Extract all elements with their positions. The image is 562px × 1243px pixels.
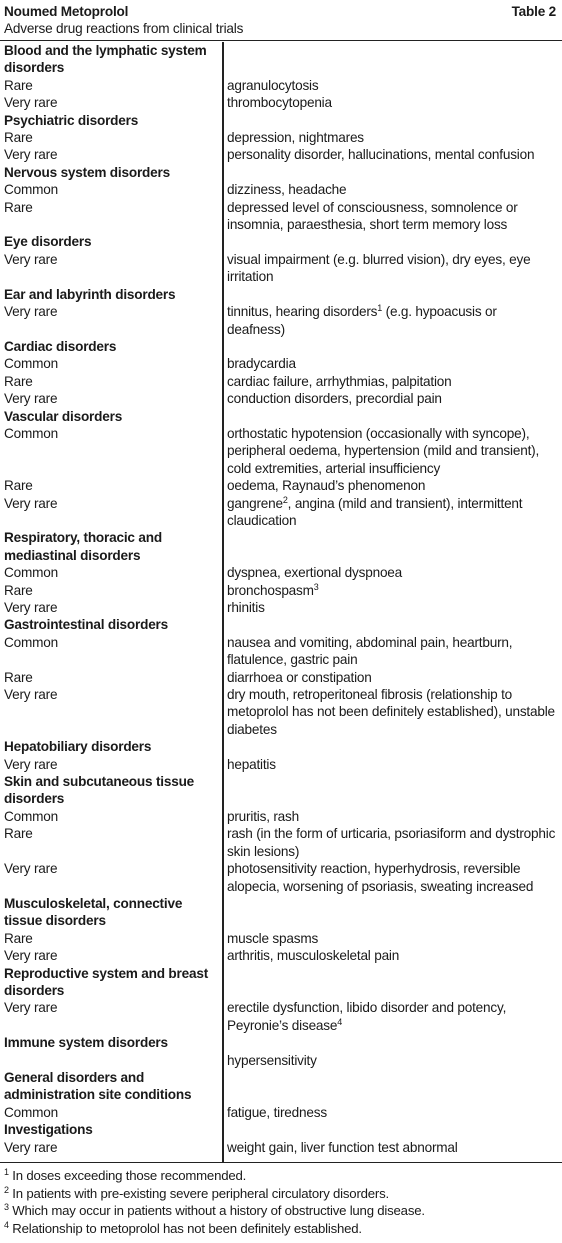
- reaction-text: photosensitivity reaction, hyperhydrosis, reversible alopecia, worsening of psoriasis, sweating increased: [227, 861, 534, 894]
- reaction-cell: [222, 1104, 557, 1121]
- table-row: [0, 1052, 562, 1069]
- reaction-cell: [222, 129, 557, 146]
- reaction-text: hypersensitivity: [227, 1052, 317, 1068]
- reaction-text: dizziness, headache: [227, 182, 347, 198]
- reaction-cell: [222, 756, 557, 773]
- footnotes: [4, 1167, 425, 1237]
- reaction-text: tinnitus, hearing disorders: [227, 304, 378, 320]
- table-row: [0, 425, 562, 477]
- section-title: Psychiatric disorders: [4, 112, 139, 128]
- reaction-cell: [222, 77, 557, 94]
- table-row: [0, 355, 562, 372]
- reaction-cell: [222, 495, 557, 530]
- reaction-text: fatigue, tiredness: [227, 1104, 327, 1120]
- section: [0, 338, 562, 408]
- reaction-text: nausea and vomiting, abdominal pain, heartburn, flatulence, gastric pain: [227, 634, 513, 668]
- table-row: [0, 477, 562, 494]
- table-row: [0, 564, 562, 581]
- frequency-cell: Common: [4, 808, 58, 824]
- reaction-text: agranulocytosis: [227, 77, 319, 93]
- reaction-cell: [222, 930, 557, 947]
- table-row: [0, 303, 562, 338]
- reaction-cell: [222, 477, 557, 494]
- section: [0, 529, 562, 616]
- reaction-text: bronchospasm: [227, 582, 314, 598]
- frequency-cell: Rare: [4, 826, 33, 842]
- section-title: Vascular disorders: [4, 408, 123, 424]
- reaction-text: dyspnea, exertional dyspnoea: [227, 565, 403, 581]
- table-row: [0, 495, 562, 530]
- reaction-text: oedema, Raynaud’s phenomenon: [227, 478, 426, 494]
- table-number: Table 2: [511, 4, 556, 19]
- reaction-text: gangrene: [227, 495, 283, 511]
- reaction-text: dry mouth, retroperitoneal fibrosis (relationship to metoprolol has not been definitely established), unstable diabetes: [227, 687, 555, 737]
- table-row: [0, 947, 562, 964]
- frequency-cell: Very rare: [4, 948, 58, 964]
- frequency-cell: Very rare: [4, 1139, 58, 1155]
- section: [0, 895, 562, 965]
- section-title: Immune system disorders: [4, 1035, 168, 1051]
- section-title: Gastrointestinal disorders: [4, 617, 169, 633]
- table-row: [0, 77, 562, 94]
- table-row: [0, 860, 562, 895]
- frequency-cell: Very rare: [4, 756, 58, 772]
- reaction-text: depressed level of consciousness, somnolence or insomnia, paraesthesia, short term memory loss: [227, 199, 518, 233]
- frequency-cell: Very rare: [4, 304, 58, 320]
- table-row: [0, 94, 562, 111]
- reaction-text: orthostatic hypotension (occasionally with syncope), peripheral oedema, hypertension (mild and transient), cold extremities, arterial insufficiency: [227, 425, 540, 476]
- table-row: [0, 669, 562, 686]
- section: [0, 1121, 562, 1156]
- reaction-cell: [222, 251, 557, 286]
- table-row: [0, 999, 562, 1034]
- reaction-text: rash (in the form of urticaria, psoriasiform and dystrophic skin lesions): [227, 826, 556, 859]
- frequency-cell: Rare: [4, 130, 33, 146]
- section: [0, 1034, 562, 1069]
- frequency-cell: Very rare: [4, 391, 58, 407]
- reaction-text: conduction disorders, precordial pain: [227, 391, 442, 407]
- section-title: Ear and labyrinth disorders: [4, 286, 176, 302]
- section-title: Cardiac disorders: [4, 338, 117, 354]
- table-row: [0, 251, 562, 286]
- reaction-text: arthritis, musculoskeletal pain: [227, 948, 400, 964]
- reaction-text: rhinitis: [227, 600, 265, 615]
- reaction-cell: [222, 373, 557, 390]
- footnote-text: In doses exceeding those recommended.: [8, 1168, 247, 1183]
- section-title: Hepatobiliary disorders: [4, 739, 152, 755]
- table-row: [0, 808, 562, 825]
- reaction-text: cardiac failure, arrhythmias, palpitation: [227, 373, 452, 389]
- reaction-text: erectile dysfunction, libido disorder and potency, Peyronie’s disease: [227, 1000, 507, 1033]
- reaction-cell: [222, 94, 557, 111]
- top-rule: [0, 40, 562, 41]
- reaction-cell: [222, 825, 557, 860]
- frequency-cell: Rare: [4, 582, 33, 598]
- footnote-marker: 4: [337, 1016, 343, 1027]
- frequency-cell: Common: [4, 565, 58, 581]
- reaction-cell: [222, 1139, 557, 1156]
- table-row: [0, 825, 562, 860]
- footnote-text: Which may occur in patients without a history of obstructive lung disease.: [8, 1203, 425, 1219]
- footnote-number: 3: [4, 1202, 9, 1213]
- drug-title: Noumed Metoprolol: [4, 4, 129, 19]
- table-row: [0, 373, 562, 390]
- reaction-text: bradycardia: [227, 356, 296, 372]
- reaction-text: muscle spasms: [227, 930, 319, 946]
- table-row: [0, 199, 562, 234]
- section-title: Musculoskeletal, connective tissue disorders: [4, 895, 183, 929]
- frequency-cell: Rare: [4, 77, 33, 93]
- reaction-cell: [222, 355, 557, 372]
- table-row: [0, 390, 562, 407]
- section: [0, 965, 562, 1035]
- reaction-text: visual impairment (e.g. blurred vision), dry eyes, eye irritation: [227, 251, 531, 285]
- section: [0, 1069, 562, 1121]
- section: [0, 112, 562, 164]
- frequency-cell: Rare: [4, 669, 33, 685]
- section: [0, 773, 562, 895]
- frequency-cell: Common: [4, 1104, 58, 1120]
- reaction-cell: [222, 303, 557, 338]
- reaction-cell: [222, 999, 557, 1034]
- section: [0, 408, 562, 530]
- reaction-cell: [222, 181, 557, 198]
- section-title: Eye disorders: [4, 234, 92, 250]
- reaction-cell: [222, 669, 557, 686]
- frequency-cell: Very rare: [4, 1000, 58, 1016]
- section: [0, 233, 562, 285]
- reaction-cell: [222, 599, 557, 616]
- reaction-cell: [222, 582, 557, 599]
- table-header: [0, 0, 562, 40]
- reaction-text: personality disorder, hallucinations, mental confusion: [227, 147, 535, 163]
- adverse-reactions-table: [0, 42, 562, 1156]
- reaction-cell: [222, 634, 557, 669]
- section-title: Blood and the lymphatic system disorders: [4, 43, 207, 76]
- reaction-text: pruritis, rash: [227, 808, 299, 824]
- reaction-cell: [222, 390, 557, 407]
- frequency-cell: Very rare: [4, 147, 58, 163]
- frequency-cell: Very rare: [4, 687, 58, 703]
- reaction-cell: [222, 1052, 557, 1069]
- frequency-cell: Very rare: [4, 495, 58, 511]
- table-subtitle: Adverse drug reactions from clinical trials: [4, 21, 244, 36]
- bottom-rule: [0, 1162, 562, 1163]
- frequency-cell: Rare: [4, 199, 33, 215]
- table-row: [0, 181, 562, 198]
- reaction-text: diarrhoea or constipation: [227, 669, 372, 685]
- table-row: [0, 146, 562, 163]
- reaction-text: thrombocytopenia: [227, 95, 332, 111]
- reaction-cell: [222, 686, 557, 738]
- reaction-text: depression, nightmares: [227, 130, 364, 146]
- reaction-cell: [222, 860, 557, 895]
- footnote: [4, 1185, 425, 1203]
- frequency-cell: Common: [4, 634, 58, 650]
- frequency-cell: Common: [4, 356, 58, 372]
- section-title: Respiratory, thoracic and mediastinal disorders: [4, 530, 162, 563]
- section-title: Skin and subcutaneous tissue disorders: [4, 774, 195, 807]
- table-row: [0, 634, 562, 669]
- frequency-cell: [0, 1052, 222, 1069]
- frequency-cell: Rare: [4, 478, 33, 494]
- frequency-cell: Rare: [4, 930, 33, 946]
- reaction-cell: [222, 808, 557, 825]
- footnote-marker: 3: [313, 581, 319, 592]
- reaction-cell: [222, 947, 557, 964]
- reaction-text-after: (e.g. hypoacusis or deafness): [227, 304, 497, 337]
- reaction-cell: [222, 564, 557, 581]
- footnote-marker: 2: [282, 494, 288, 505]
- table-row: [0, 1139, 562, 1156]
- footnote: [4, 1202, 425, 1220]
- frequency-cell: Very rare: [4, 251, 58, 267]
- frequency-cell: Rare: [4, 373, 33, 389]
- section-title: Nervous system disorders: [4, 164, 170, 180]
- frequency-cell: Common: [4, 425, 58, 441]
- footnote-text: Relationship to metoprolol has not been definitely established.: [8, 1220, 362, 1236]
- footnote-number: 2: [4, 1184, 9, 1195]
- section: [0, 738, 562, 773]
- table-row: [0, 599, 562, 616]
- section-title: Investigations: [4, 1122, 93, 1138]
- frequency-cell: Common: [4, 182, 58, 198]
- section: [0, 616, 562, 738]
- footnote-number: 4: [4, 1219, 9, 1230]
- section-title: Reproductive system and breast disorders: [4, 965, 209, 998]
- reaction-text-after: , angina (mild and transient), intermittent claudication: [227, 495, 523, 528]
- footnote: [4, 1167, 425, 1185]
- table-row: [0, 129, 562, 146]
- reaction-text: hepatitis: [227, 756, 276, 772]
- table-row: [0, 756, 562, 773]
- reaction-cell: [222, 199, 557, 234]
- reaction-text: weight gain, liver function test abnormal: [227, 1139, 458, 1155]
- table-row: [0, 582, 562, 599]
- reaction-cell: [222, 425, 557, 477]
- frequency-cell: Very rare: [4, 95, 58, 111]
- table-row: [0, 930, 562, 947]
- section-title: General disorders and administration site conditions: [4, 1069, 192, 1103]
- footnote-text: In patients with pre-existing severe peripheral circulatory disorders.: [8, 1185, 389, 1201]
- section: [0, 164, 562, 234]
- table-row: [0, 1104, 562, 1121]
- footnote: [4, 1220, 425, 1238]
- frequency-cell: Very rare: [4, 600, 58, 615]
- footnote-number: 1: [4, 1167, 9, 1177]
- section: [0, 286, 562, 338]
- footnote-marker: 1: [377, 303, 383, 314]
- section: [0, 42, 562, 112]
- frequency-cell: Very rare: [4, 861, 58, 877]
- reaction-cell: [222, 146, 557, 163]
- table-row: [0, 686, 562, 738]
